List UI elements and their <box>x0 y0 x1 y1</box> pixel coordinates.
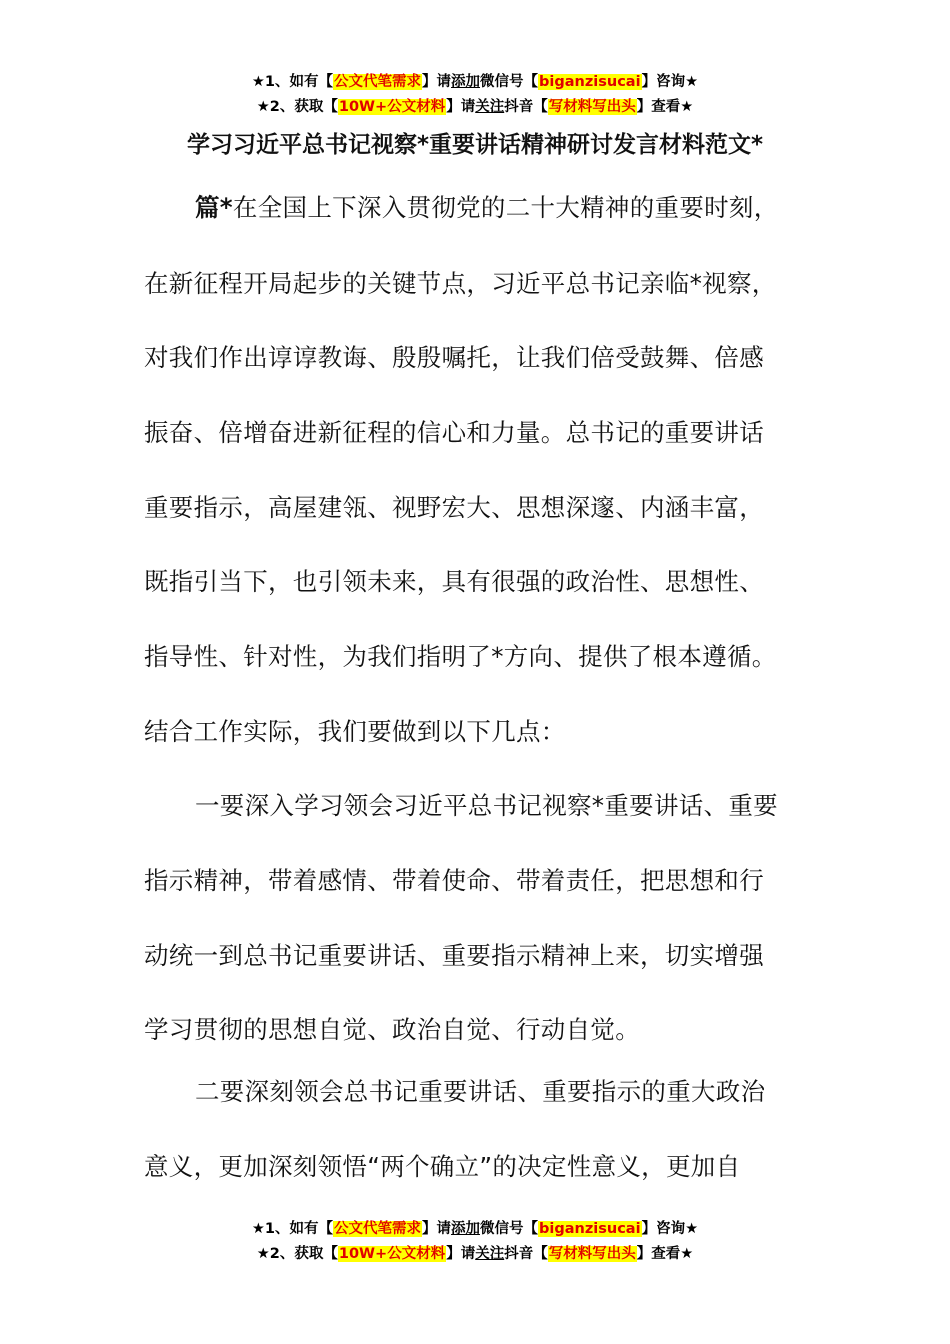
paragraph-line: 既指引当下，也引领未来，具有很强的政治性、思想性、 <box>144 567 764 596</box>
banner-underlined: 添加 <box>451 1221 481 1237</box>
banner-text: ★2、获取【 <box>256 1246 338 1262</box>
banner-text: 】查看★ <box>636 1246 694 1262</box>
lead-label: 篇* <box>195 193 233 222</box>
paragraph-line: 动统一到总书记重要讲话、重要指示精神上来，切实增强 <box>144 941 764 970</box>
banner-line-1 <box>0 1217 950 1242</box>
paragraph-line: 意义，更加深刻领悟“两个确立”的决定性意义，更加自 <box>144 1152 741 1181</box>
banner-highlight: 公文代笔需求 <box>334 1221 422 1237</box>
banner-text: 】咨询★ <box>641 74 699 90</box>
document-title: 学习习近平总书记视察*重要讲话精神研讨发言材料范文* <box>186 132 764 158</box>
banner-line-2 <box>0 95 950 120</box>
banner-text: 微信号【 <box>480 74 539 90</box>
banner-highlight: biganzisucai <box>539 1221 641 1237</box>
banner-highlight: 写材料写出头 <box>548 99 636 115</box>
banner-line-2 <box>0 1242 950 1267</box>
paragraph-line <box>144 190 779 226</box>
paragraph-line: 结合工作实际，我们要做到以下几点： <box>144 717 566 746</box>
banner-underlined: 关注 <box>475 1246 505 1262</box>
paragraph-line: 重要指示，高屋建瓴、视野宏大、思想深邃、内涵丰富， <box>144 493 764 522</box>
paragraph-line: 对我们作出谆谆教诲、殷殷嘱托，让我们倍受鼓舞、倍感 <box>144 343 764 372</box>
banner-text: 】请 <box>446 99 476 115</box>
banner-text: 微信号【 <box>480 1221 539 1237</box>
header-banner <box>0 70 950 120</box>
banner-text: ★1、如有【 <box>251 74 334 90</box>
banner-text: 抖音【 <box>504 99 548 115</box>
paragraph-line: 指导性、针对性，为我们指明了*方向、提供了根本遵循。 <box>144 642 777 671</box>
paragraph-line: 指示精神，带着感情、带着使命、带着责任，把思想和行 <box>144 866 764 895</box>
banner-text: 抖音【 <box>504 1246 548 1262</box>
banner-text: ★1、如有【 <box>251 1221 334 1237</box>
banner-highlight: 公文代笔需求 <box>334 74 422 90</box>
banner-underlined: 添加 <box>451 74 481 90</box>
banner-highlight: 写材料写出头 <box>548 1246 636 1262</box>
paragraph-line: 振奋、倍增奋进新征程的信心和力量。总书记的重要讲话 <box>144 418 764 447</box>
banner-text: 】请 <box>422 1221 452 1237</box>
banner-highlight: 10W+公文材料 <box>338 1246 446 1262</box>
paragraph-line: 学习贯彻的思想自觉、政治自觉、行动自觉。 <box>144 1015 640 1044</box>
banner-underlined: 关注 <box>475 99 505 115</box>
banner-text: 】咨询★ <box>641 1221 699 1237</box>
banner-text: ★2、获取【 <box>256 99 338 115</box>
line-text: 在全国上下深入贯彻党的二十大精神的重要时刻， <box>232 193 779 222</box>
banner-text: 】请 <box>422 74 452 90</box>
banner-highlight: 10W+公文材料 <box>338 99 446 115</box>
paragraph-line: 在新征程开局起步的关键节点，习近平总书记亲临*视察， <box>144 269 777 298</box>
paragraph-line: 一要深入学习领会习近平总书记视察*重要讲话、重要 <box>195 791 778 820</box>
banner-line-1 <box>0 70 950 95</box>
banner-text: 】请 <box>446 1246 476 1262</box>
paragraph-line: 二要深刻领会总书记重要讲话、重要指示的重大政治 <box>195 1077 766 1106</box>
banner-text: 】查看★ <box>636 99 694 115</box>
banner-highlight: biganzisucai <box>539 74 641 90</box>
footer-banner <box>0 1217 950 1267</box>
